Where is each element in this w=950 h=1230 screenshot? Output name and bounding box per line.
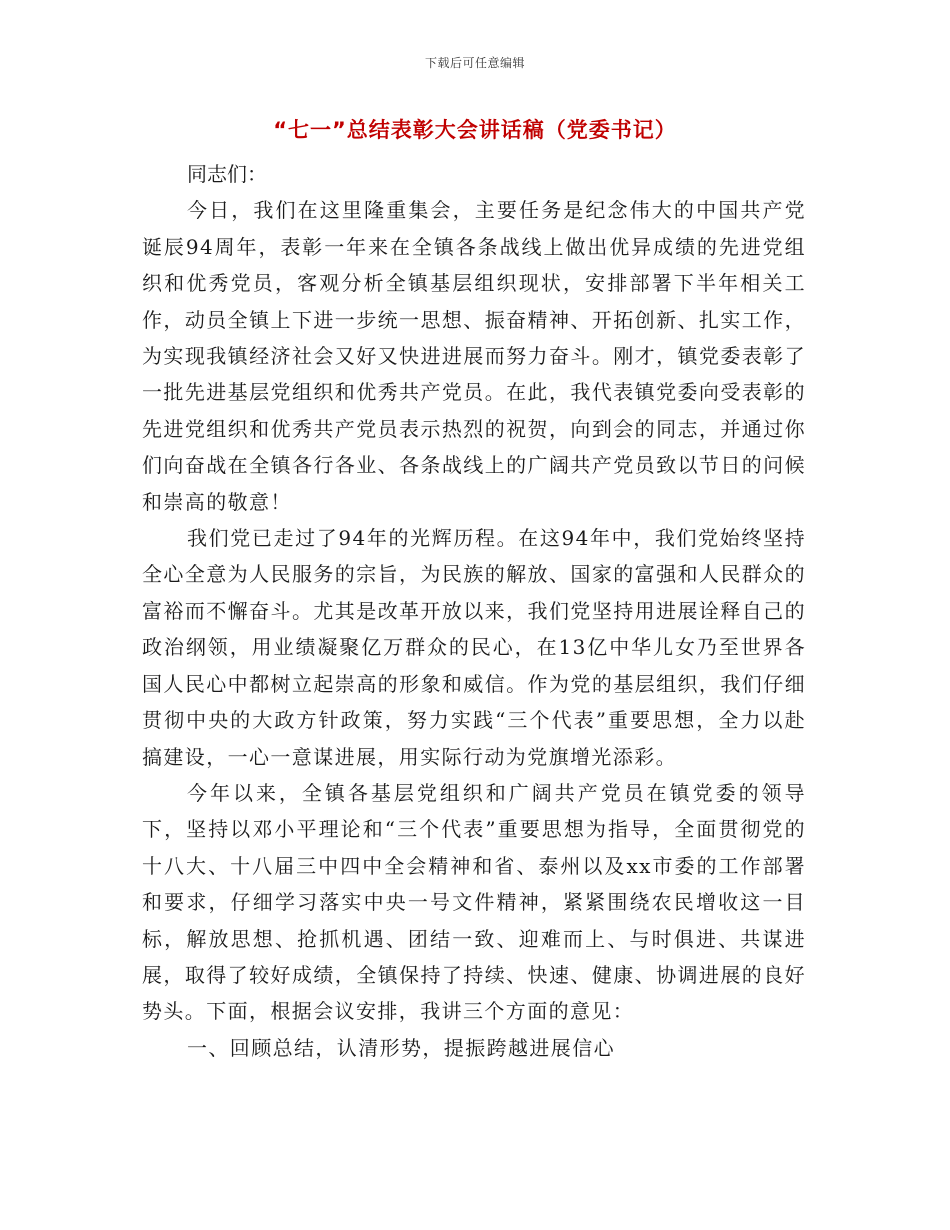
document-title: “七一”总结表彰大会讲话稿（党委书记） <box>273 118 677 142</box>
salutation: 同志们： <box>187 162 267 186</box>
page-header: 下载后可任意编辑 <box>424 56 525 70</box>
paragraph-2: 我们党已走过了94年的光辉历程。在这94年中，我们党始终坚持全心全意为人民服务的宗旨，为民族的解放、国家的富强和人民群众的富裕而不懈奋斗。尤其是改革开放以来，我们党坚持用进展诠释自己的政治纲领，用业绩凝聚亿万群众的民心，在13亿中华儿女乃至世界各国人民心中都树立起崇高的形象和威信。作为党的基层组织，我们仔细贯彻中央的大政方针政策，努力实践“三个代表”重要思想，全力以赴搞建设，一心一意谋进展，用实际行动为党旗增光添彩。 <box>142 526 806 769</box>
paragraph-1: 今日，我们在这里隆重集会，主要任务是纪念伟大的中国共产党诞辰94周年，表彰一年来在全镇各条战线上做出优异成绩的先进党组织和优秀党员，客观分析全镇基层组织现状，安排部署下半年相关工作，动员全镇上下进一步统一思想、振奋精神、开拓创新、扎实工作，为实现我镇经济社会又好又快进进展而努力奋斗。刚才，镇党委表彰了一批先进基层党组织和优秀共产党员。在此，我代表镇党委向受表彰的先进党组织和优秀共产党员表示热烈的祝贺，向到会的同志，并通过你们向奋战在全镇各行各业、各条战线上的广阔共产党员致以节日的问候和崇高的敬意！ <box>142 198 806 514</box>
document-body <box>142 156 806 1066</box>
section-heading: 一、回顾总结，认清形势，提振跨越进展信心 <box>187 1035 615 1060</box>
paragraph-3: 今年以来，全镇各基层党组织和广阔共产党员在镇党委的领导下，坚持以邓小平理论和“三个代表”重要思想为指导，全面贯彻党的十八大、十八届三中四中全会精神和省、泰州以及xx市委的工作部署和要求，仔细学习落实中央一号文件精神，紧紧围绕农民增收这一目标，解放思想、抢抓机遇、团结一致、迎难而上、与时俱进、共谋进展，取得了较好成绩，全镇保持了持续、快速、健康、协调进展的良好势头。下面，根据会议安排，我讲三个方面的意见： <box>142 780 806 1024</box>
